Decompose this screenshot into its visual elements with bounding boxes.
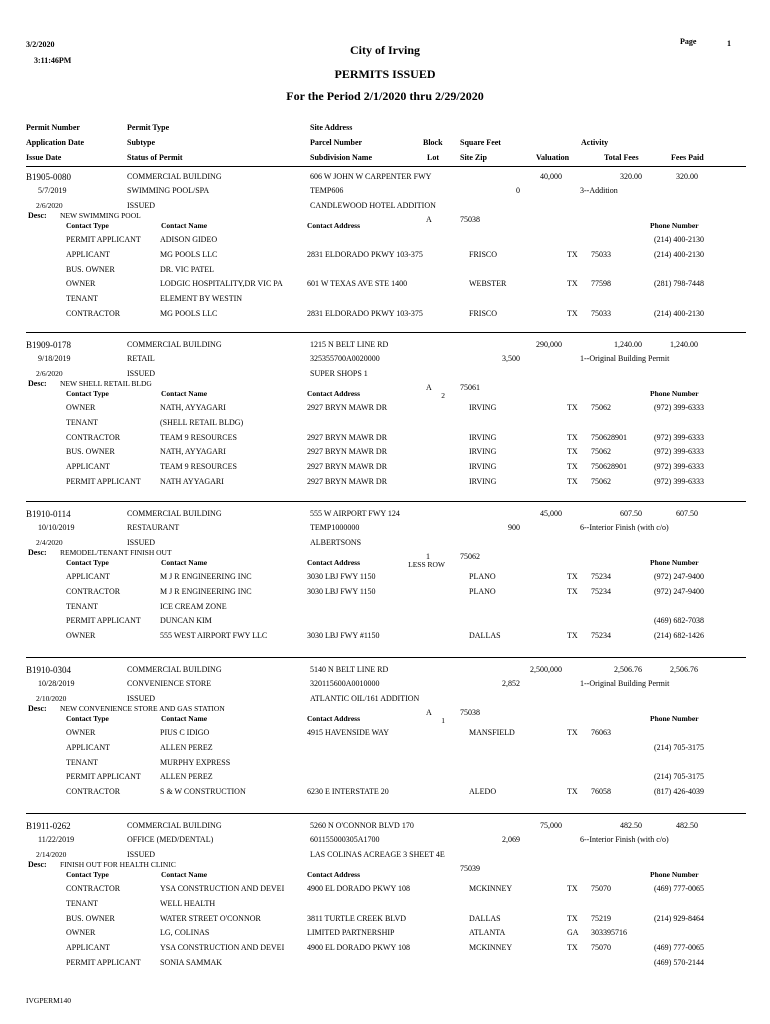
description: NEW SHELL RETAIL BLDG <box>60 379 152 388</box>
contact-phone: (817) 426-4039 <box>654 787 704 796</box>
permit-number: B1909-0178 <box>26 340 71 350</box>
contact-phone: (469) 570-2144 <box>654 957 704 967</box>
contact-type-header: Contact Type <box>66 714 109 723</box>
site-zip: 75039 <box>460 864 480 873</box>
issue-date: 2/6/2020 <box>36 369 63 378</box>
report-title: PERMITS ISSUED <box>334 67 436 81</box>
description: REMODEL/TENANT FINISH OUT <box>60 548 172 557</box>
contact-state: TX <box>567 943 578 952</box>
contact-state: TX <box>567 631 578 640</box>
hdr-block: Block <box>423 138 443 147</box>
contact-address: 4915 HAVENSIDE WAY <box>307 728 390 737</box>
contact-phone: (214) 929-8464 <box>654 913 704 923</box>
permit-separator <box>26 501 746 502</box>
contact-city: ALEDO <box>469 787 497 796</box>
contact-city: DALLAS <box>469 631 501 640</box>
contact-zip: 75033 <box>591 308 611 318</box>
permit-separator <box>26 657 746 658</box>
hdr-lot: Lot <box>427 153 439 162</box>
report-date: 3/2/2020 <box>26 40 55 49</box>
contact-zip: 75219 <box>591 913 611 923</box>
report-footer: IVGPERM140 <box>26 996 72 1005</box>
permit-status: ISSUED <box>127 538 156 547</box>
contact-type: BUS. OWNER <box>66 264 115 274</box>
page-number: 1 <box>727 39 731 48</box>
subtype: SWIMMING POOL/SPA <box>127 186 210 195</box>
parcel-number: 320115600A0010000 <box>310 679 380 688</box>
parcel-number: 601155000305A1700 <box>310 835 380 844</box>
application-date: 5/7/2019 <box>38 186 67 195</box>
site-address: 5260 N O'CONNOR BLVD 170 <box>310 821 414 830</box>
contact-address-header: Contact Address <box>307 558 360 567</box>
contact-phone: (214) 400-2130 <box>654 235 704 244</box>
phone-header: Phone Number <box>650 389 699 398</box>
contact-city: ATLANTA <box>469 928 506 938</box>
contact-zip: 303395716 <box>591 928 627 938</box>
issue-date: 2/4/2020 <box>36 538 63 547</box>
hdr-permit-number: Permit Number <box>26 123 80 132</box>
contact-zip: 75234 <box>591 586 611 596</box>
permit-separator <box>26 813 746 814</box>
permit-type: COMMERCIAL BUILDING <box>127 509 222 518</box>
contact-city: MANSFIELD <box>469 728 515 737</box>
contact-phone: (214) 400-2130 <box>654 308 704 318</box>
subdivision-name: LAS COLINAS ACREAGE 3 SHEET 4E <box>310 850 445 859</box>
contact-type: APPLICANT <box>66 742 111 752</box>
contact-name: YSA CONSTRUCTION AND DEVEI <box>160 884 285 893</box>
contact-state: TX <box>567 572 578 581</box>
valuation: 2,500,000 <box>530 665 562 674</box>
hdr-parcel-number: Parcel Number <box>310 138 363 147</box>
contact-state: TX <box>567 476 578 486</box>
contact-type: CONTRACTOR <box>66 884 121 893</box>
contact-zip: 76063 <box>591 728 611 737</box>
hdr-issue-date: Issue Date <box>26 153 62 162</box>
contact-name: DUNCAN KIM <box>160 616 212 626</box>
contact-address: 6230 E INTERSTATE 20 <box>307 787 389 796</box>
total-fees: 320.00 <box>620 172 642 181</box>
contact-address: 3030 LBJ FWY 1150 <box>307 586 376 596</box>
contact-address: 2927 BRYN MAWR DR <box>307 432 388 442</box>
report-time: 3:11:46PM <box>34 56 72 65</box>
contact-state: TX <box>567 462 578 471</box>
hdr-subdivision: Subdivision Name <box>310 153 373 162</box>
contact-phone: (972) 399-6333 <box>654 447 704 457</box>
phone-header: Phone Number <box>650 558 699 567</box>
contact-phone: (972) 399-6333 <box>654 476 704 486</box>
contact-state: TX <box>567 586 578 596</box>
contact-type: TENANT <box>66 417 98 427</box>
fees-paid: 1,240.00 <box>670 340 698 349</box>
contact-type: PERMIT APPLICANT <box>66 772 141 782</box>
contact-state: TX <box>567 308 578 318</box>
contact-phone: (214) 682-1426 <box>654 631 704 640</box>
contact-zip: 75033 <box>591 249 611 259</box>
contact-city: FRISCO <box>469 308 498 318</box>
contact-name: WATER STREET O'CONNOR <box>160 913 261 923</box>
activity: 1--Original Building Permit <box>580 354 670 363</box>
contact-type: OWNER <box>66 279 96 289</box>
contact-state: TX <box>567 884 578 893</box>
contact-zip: 75070 <box>591 943 611 952</box>
contact-state: TX <box>567 787 578 796</box>
site-address: 555 W AIRPORT FWY 124 <box>310 509 400 518</box>
permit-type: COMMERCIAL BUILDING <box>127 665 222 674</box>
contact-type: APPLICANT <box>66 943 111 952</box>
permit-separator <box>26 332 746 333</box>
contact-state: TX <box>567 403 578 412</box>
activity: 3--Addition <box>580 186 618 195</box>
contact-name: ELEMENT BY WESTIN <box>160 294 243 303</box>
contact-zip: 76058 <box>591 787 611 796</box>
subdivision-name: ATLANTIC OIL/161 ADDITION <box>310 694 420 703</box>
total-fees: 1,240.00 <box>614 340 642 349</box>
application-date: 10/28/2019 <box>38 679 75 688</box>
hdr-application-date: Application Date <box>26 138 84 147</box>
valuation: 290,000 <box>536 340 562 349</box>
issue-date: 2/10/2020 <box>36 694 67 703</box>
contact-address: 601 W TEXAS AVE STE 1400 <box>307 279 408 289</box>
header-rule <box>26 166 746 167</box>
contact-type: TENANT <box>66 601 98 611</box>
contact-name: WELL HEALTH <box>160 898 216 908</box>
contact-type-header: Contact Type <box>66 870 109 879</box>
contact-name: MURPHY EXPRESS <box>160 757 231 767</box>
contact-city: IRVING <box>469 462 497 471</box>
contact-zip: 75234 <box>591 631 611 640</box>
contact-name: ALLEN PEREZ <box>160 742 213 752</box>
hdr-total-fees: Total Fees <box>604 153 639 162</box>
subdivision-name: SUPER SHOPS 1 <box>310 369 368 378</box>
phone-header: Phone Number <box>650 870 699 879</box>
contact-phone: (972) 399-6333 <box>654 462 704 471</box>
contact-name-header: Contact Name <box>161 221 208 230</box>
lot: LESS ROW <box>408 560 445 569</box>
desc-label: Desc: <box>28 379 47 388</box>
description: FINISH OUT FOR HEALTH CLINIC <box>60 860 176 869</box>
contact-type: OWNER <box>66 728 96 737</box>
site-address: 5140 N BELT LINE RD <box>310 665 389 674</box>
city-title: City of Irving <box>350 43 420 57</box>
hdr-permit-type: Permit Type <box>127 123 170 132</box>
desc-label: Desc: <box>28 211 47 220</box>
contact-zip: 750628901 <box>591 462 627 471</box>
hdr-site-address: Site Address <box>310 123 353 132</box>
block: A <box>426 215 432 224</box>
contact-name-header: Contact Name <box>161 558 208 567</box>
contact-name: DR. VIC PATEL <box>160 264 215 274</box>
contact-name: TEAM 9 RESOURCES <box>160 432 237 442</box>
contact-name: SONIA SAMMAK <box>160 957 223 967</box>
contact-zip: 750628901 <box>591 432 627 442</box>
contact-type: CONTRACTOR <box>66 432 121 442</box>
parcel-number: 325355700A0020000 <box>310 354 380 363</box>
contact-phone: (281) 798-7448 <box>654 279 704 289</box>
permit-type: COMMERCIAL BUILDING <box>127 821 222 830</box>
contact-name-header: Contact Name <box>161 870 208 879</box>
contact-address-header: Contact Address <box>307 221 360 230</box>
permit-type: COMMERCIAL BUILDING <box>127 340 222 349</box>
hdr-activity: Activity <box>581 138 609 147</box>
contact-phone: (469) 682-7038 <box>654 616 704 626</box>
contact-state: TX <box>567 447 578 457</box>
contact-type: CONTRACTOR <box>66 308 121 318</box>
permit-status: ISSUED <box>127 369 156 378</box>
contact-name: PIUS C IDIGO <box>160 728 210 737</box>
contact-name: NATH, AYYAGARI <box>160 403 226 412</box>
contact-type: TENANT <box>66 294 98 303</box>
contact-address-header: Contact Address <box>307 389 360 398</box>
contact-city: IRVING <box>469 403 497 412</box>
contact-city: IRVING <box>469 447 497 457</box>
contact-state: TX <box>567 913 578 923</box>
total-fees: 2,506.76 <box>614 665 642 674</box>
square-feet: 900 <box>508 523 520 532</box>
contact-name: MG POOLS LLC <box>160 308 218 318</box>
site-zip: 75062 <box>460 552 480 561</box>
square-feet: 0 <box>516 186 520 195</box>
contact-name: M J R ENGINEERING INC <box>160 572 252 581</box>
contact-city: WEBSTER <box>469 279 507 289</box>
contact-type-header: Contact Type <box>66 389 109 398</box>
fees-paid: 482.50 <box>676 821 698 830</box>
contact-zip: 75070 <box>591 884 611 893</box>
valuation: 40,000 <box>540 172 562 181</box>
contact-name: ALLEN PEREZ <box>160 772 213 782</box>
issue-date: 2/6/2020 <box>36 201 63 210</box>
contact-type: OWNER <box>66 403 96 412</box>
valuation: 45,000 <box>540 509 562 518</box>
contact-type: APPLICANT <box>66 249 111 259</box>
contact-name: NATH AYYAGARI <box>160 476 224 486</box>
square-feet: 3,500 <box>502 354 520 363</box>
subdivision-name: ALBERTSONS <box>310 538 362 547</box>
hdr-site-zip: Site Zip <box>460 153 487 162</box>
contact-type: BUS. OWNER <box>66 447 115 457</box>
square-feet: 2,852 <box>502 679 520 688</box>
contact-city: FRISCO <box>469 249 498 259</box>
contact-type: CONTRACTOR <box>66 787 121 796</box>
contact-address: 4900 EL DORADO PKWY 108 <box>307 884 410 893</box>
hdr-fees-paid: Fees Paid <box>671 153 704 162</box>
contact-zip: 75234 <box>591 572 611 581</box>
permit-number: B1911-0262 <box>26 821 71 831</box>
lot: 1 <box>441 716 445 725</box>
desc-label: Desc: <box>28 860 47 869</box>
contact-phone: (469) 777-0065 <box>654 884 704 893</box>
contact-phone: (972) 399-6333 <box>654 403 704 412</box>
report-period: For the Period 2/1/2020 thru 2/29/2020 <box>286 89 484 103</box>
hdr-valuation: Valuation <box>536 153 570 162</box>
permit-status: ISSUED <box>127 694 156 703</box>
block: A <box>426 708 432 717</box>
valuation: 75,000 <box>540 821 562 830</box>
contact-name: M J R ENGINEERING INC <box>160 586 252 596</box>
activity: 6--Interior Finish (with c/o) <box>580 523 669 532</box>
contact-name: (SHELL RETAIL BLDG) <box>160 417 244 427</box>
contact-address: LIMITED PARTNERSHIP <box>307 928 395 938</box>
contact-address: 4900 EL DORADO PKWY 108 <box>307 943 410 952</box>
contact-address: 2831 ELDORADO PKWY 103-375 <box>307 308 423 318</box>
contact-name: S & W CONSTRUCTION <box>160 787 246 796</box>
block: A <box>426 383 432 392</box>
subtype: OFFICE (MED/DENTAL) <box>127 835 214 844</box>
parcel-number: TEMP606 <box>310 186 344 195</box>
phone-header: Phone Number <box>650 714 699 723</box>
subtype: RETAIL <box>127 354 155 363</box>
site-zip: 75061 <box>460 383 480 392</box>
contact-address: 3030 LBJ FWY 1150 <box>307 572 376 581</box>
contact-address: 2831 ELDORADO PKWY 103-375 <box>307 249 423 259</box>
contact-name: ADISON GIDEO <box>160 235 218 244</box>
contact-zip: 75062 <box>591 476 611 486</box>
site-address: 606 W JOHN W CARPENTER FWY <box>310 172 432 181</box>
block: 1 <box>426 552 430 561</box>
contact-type: PERMIT APPLICANT <box>66 235 141 244</box>
issue-date: 2/14/2020 <box>36 850 67 859</box>
contact-zip: 75062 <box>591 447 611 457</box>
contact-phone: (972) 247-9400 <box>654 572 704 581</box>
contact-state: TX <box>567 432 578 442</box>
contact-phone: (214) 400-2130 <box>654 249 704 259</box>
contact-name: 555 WEST AIRPORT FWY LLC <box>160 631 268 640</box>
hdr-square-feet: Square Feet <box>460 138 501 147</box>
contact-type: PERMIT APPLICANT <box>66 616 141 626</box>
permit-number: B1910-0114 <box>26 509 71 519</box>
activity: 6--Interior Finish (with c/o) <box>580 835 669 844</box>
permit-status: ISSUED <box>127 201 156 210</box>
desc-label: Desc: <box>28 548 47 557</box>
contact-type: TENANT <box>66 898 98 908</box>
contact-phone: (972) 247-9400 <box>654 586 704 596</box>
page-label: Page <box>680 37 697 46</box>
contact-name: TEAM 9 RESOURCES <box>160 462 237 471</box>
lot: 2 <box>441 391 445 400</box>
application-date: 9/18/2019 <box>38 354 71 363</box>
phone-header: Phone Number <box>650 221 699 230</box>
contact-address: 2927 BRYN MAWR DR <box>307 476 388 486</box>
contact-name: MG POOLS LLC <box>160 249 218 259</box>
contact-address: 3030 LBJ FWY #1150 <box>307 631 380 640</box>
desc-label: Desc: <box>28 704 47 713</box>
contact-type: BUS. OWNER <box>66 913 115 923</box>
fees-paid: 607.50 <box>676 509 698 518</box>
application-date: 10/10/2019 <box>38 523 75 532</box>
contact-phone: (214) 705-3175 <box>654 772 704 782</box>
description: NEW SWIMMING POOL <box>60 211 141 220</box>
contact-city: PLANO <box>469 586 496 596</box>
contact-type: PERMIT APPLICANT <box>66 476 141 486</box>
contact-state: TX <box>567 728 578 737</box>
contact-address: 2927 BRYN MAWR DR <box>307 462 388 471</box>
contact-state: GA <box>567 928 579 938</box>
square-feet: 2,069 <box>502 835 520 844</box>
contact-type: PERMIT APPLICANT <box>66 957 141 967</box>
contact-name: YSA CONSTRUCTION AND DEVEI <box>160 943 285 952</box>
permit-type: COMMERCIAL BUILDING <box>127 172 222 181</box>
hdr-subtype: Subtype <box>127 138 156 147</box>
contact-phone: (214) 705-3175 <box>654 742 704 752</box>
contact-name: LG, COLINAS <box>160 928 210 938</box>
fees-paid: 320.00 <box>676 172 698 181</box>
contact-type: CONTRACTOR <box>66 586 121 596</box>
subtype: CONVENIENCE STORE <box>127 679 212 688</box>
contact-address-header: Contact Address <box>307 870 360 879</box>
description: NEW CONVENIENCE STORE AND GAS STATION <box>60 704 225 713</box>
contact-type-header: Contact Type <box>66 558 109 567</box>
application-date: 11/22/2019 <box>38 835 75 844</box>
site-zip: 75038 <box>460 215 480 224</box>
contact-city: IRVING <box>469 432 497 442</box>
contact-address-header: Contact Address <box>307 714 360 723</box>
contact-address: 3811 TURTLE CREEK BLVD <box>307 913 407 923</box>
contact-name-header: Contact Name <box>161 389 208 398</box>
contact-name: LODGIC HOSPITALITY,DR VIC PA <box>160 279 283 289</box>
permit-number: B1905-0080 <box>26 172 71 182</box>
total-fees: 482.50 <box>620 821 642 830</box>
contact-type: OWNER <box>66 631 96 640</box>
contact-name: ICE CREAM ZONE <box>160 601 227 611</box>
contact-type: OWNER <box>66 928 96 938</box>
activity: 1--Original Building Permit <box>580 679 670 688</box>
contact-address: 2927 BRYN MAWR DR <box>307 403 388 412</box>
parcel-number: TEMP1000000 <box>310 523 360 532</box>
contact-state: TX <box>567 279 578 289</box>
contact-name: NATH, AYYAGARI <box>160 447 226 457</box>
contact-city: IRVING <box>469 476 497 486</box>
contact-name-header: Contact Name <box>161 714 208 723</box>
contact-type-header: Contact Type <box>66 221 109 230</box>
contact-type: APPLICANT <box>66 462 111 471</box>
site-zip: 75038 <box>460 708 480 717</box>
contact-type: APPLICANT <box>66 572 111 581</box>
site-address: 1215 N BELT LINE RD <box>310 340 389 349</box>
permit-status: ISSUED <box>127 850 156 859</box>
hdr-status: Status of Permit <box>127 153 183 162</box>
contact-type: TENANT <box>66 757 98 767</box>
contact-phone: (972) 399-6333 <box>654 432 704 442</box>
contact-zip: 77598 <box>591 279 611 289</box>
subtype: RESTAURANT <box>127 523 180 532</box>
fees-paid: 2,506.76 <box>670 665 698 674</box>
permit-number: B1910-0304 <box>26 665 71 675</box>
subdivision-name: CANDLEWOOD HOTEL ADDITION <box>310 201 436 210</box>
total-fees: 607.50 <box>620 509 642 518</box>
contact-city: MCKINNEY <box>469 884 513 893</box>
contact-city: PLANO <box>469 572 496 581</box>
contact-phone: (469) 777-0065 <box>654 943 704 952</box>
contact-address: 2927 BRYN MAWR DR <box>307 447 388 457</box>
contact-city: MCKINNEY <box>469 943 513 952</box>
contact-city: DALLAS <box>469 913 501 923</box>
contact-zip: 75062 <box>591 403 611 412</box>
contact-state: TX <box>567 249 578 259</box>
